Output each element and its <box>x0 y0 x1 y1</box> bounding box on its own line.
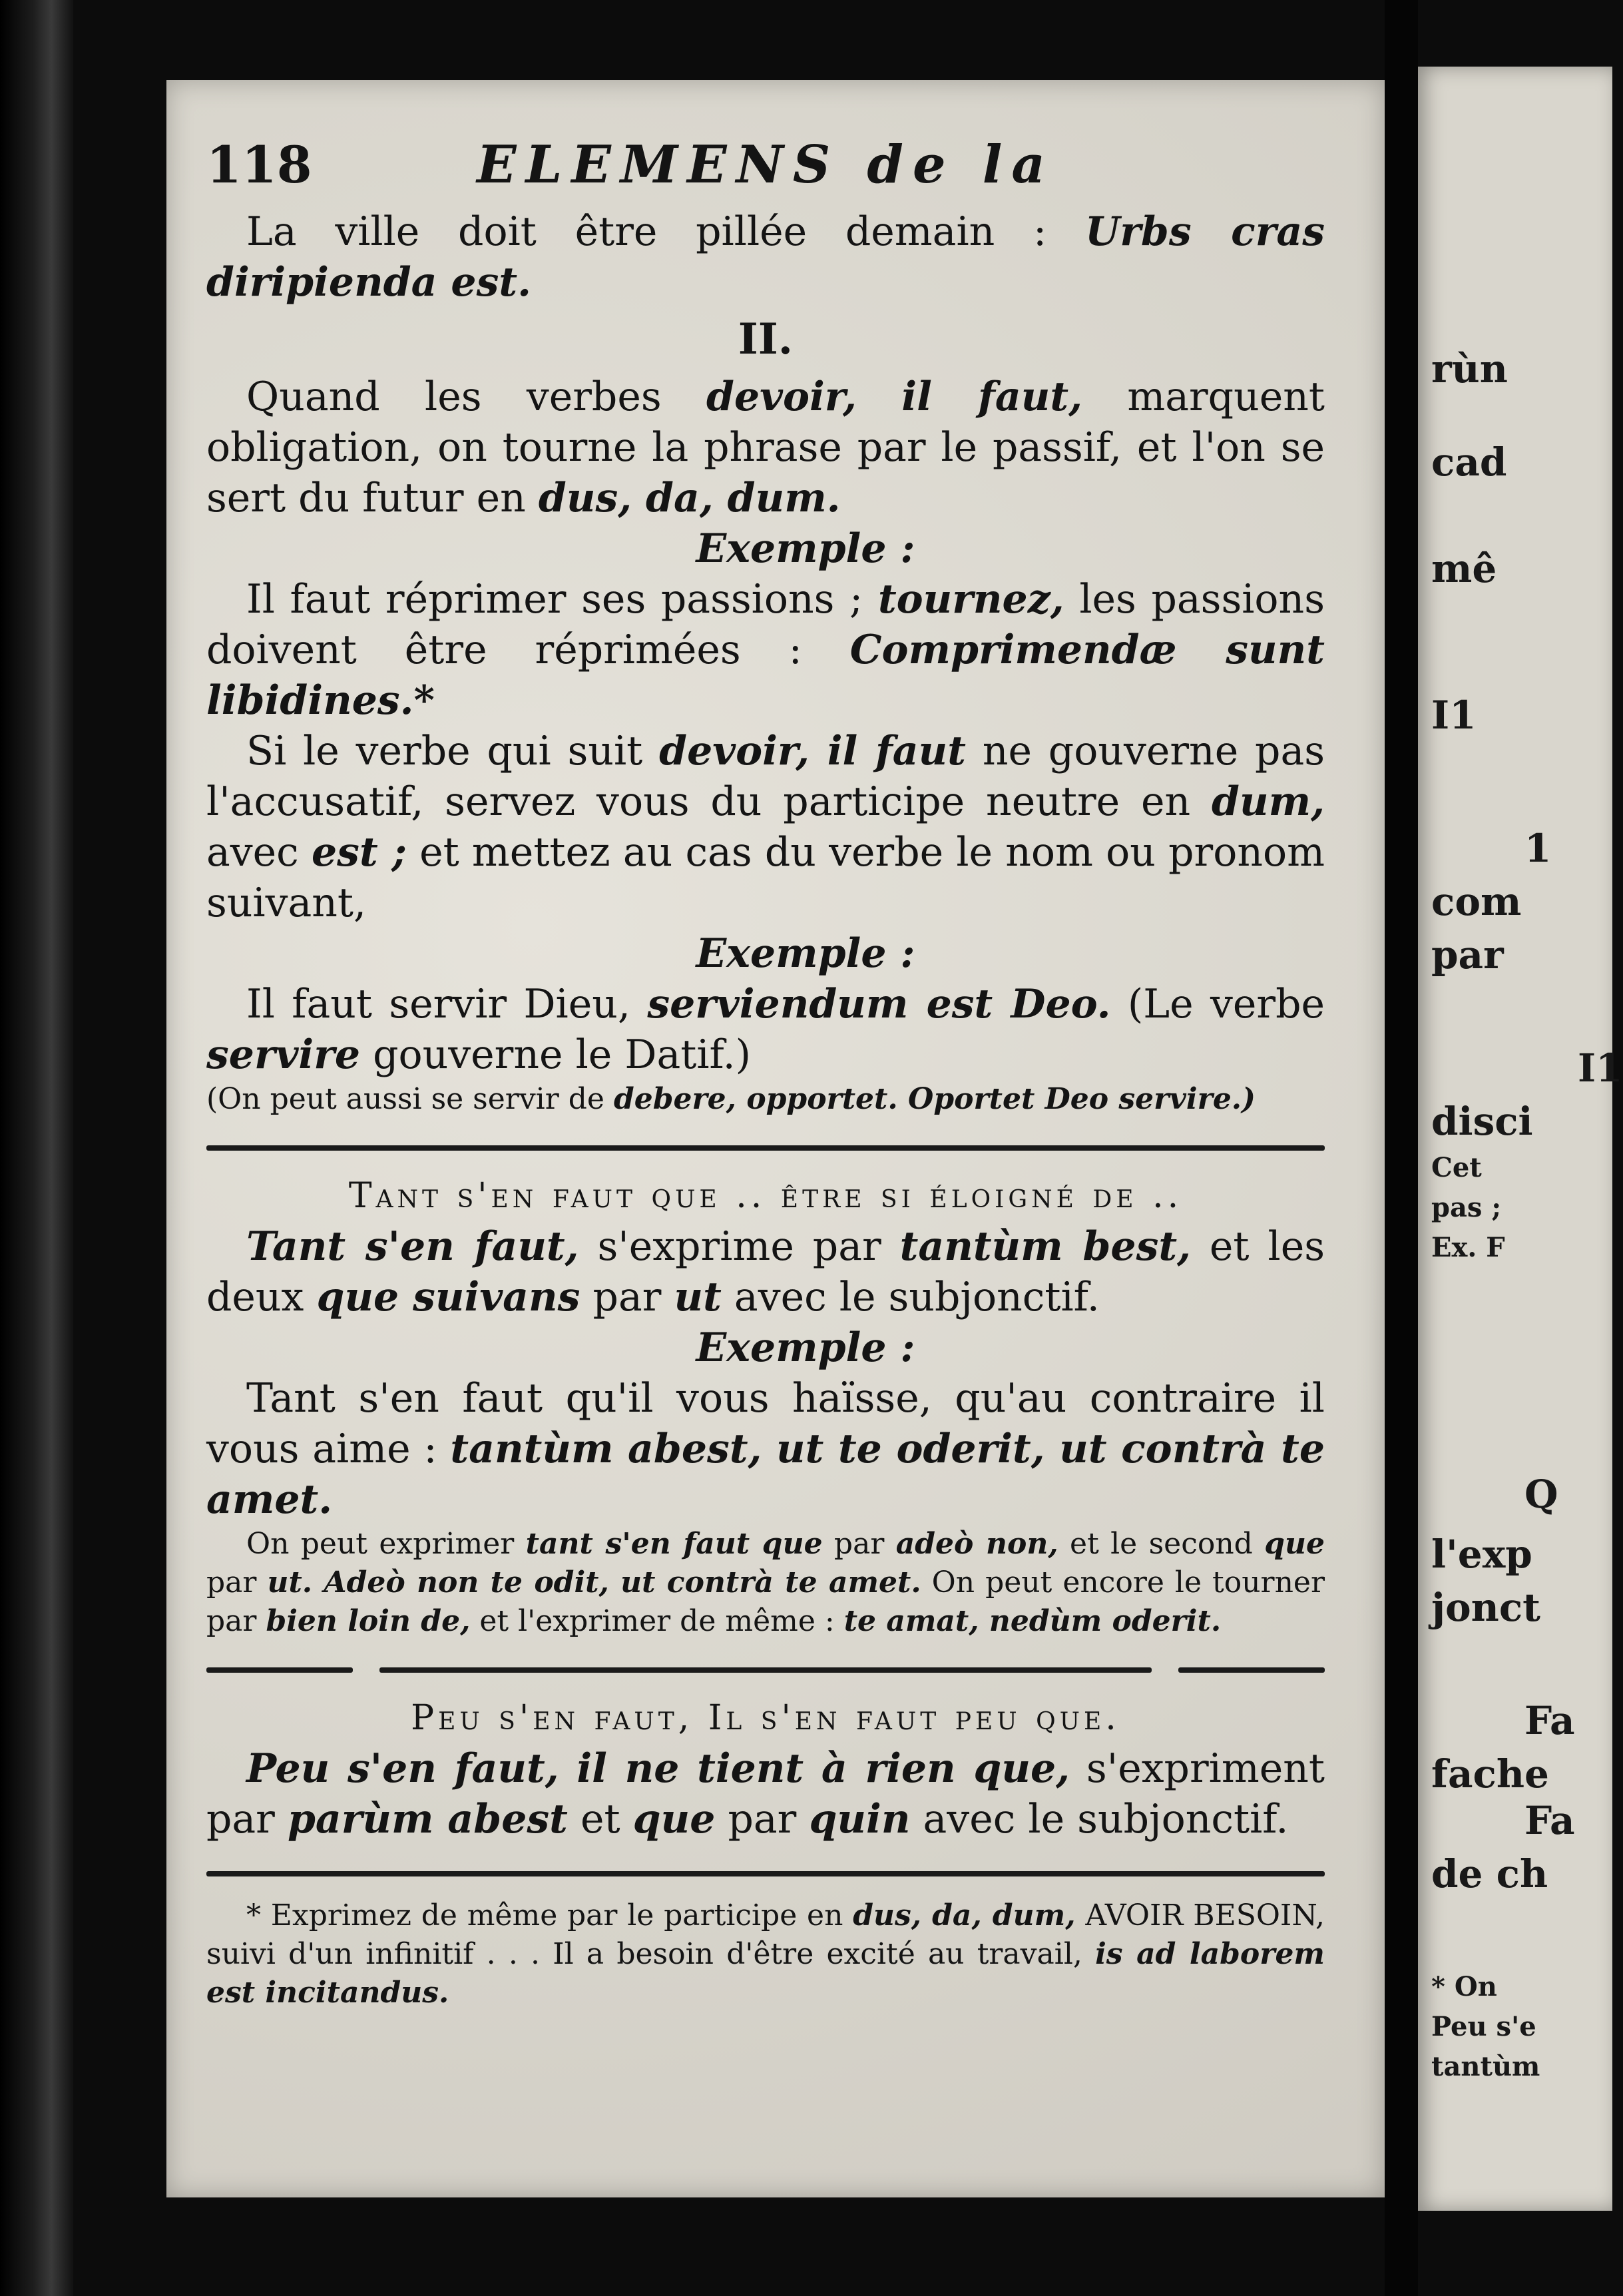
text: (On peut aussi se servir de <box>206 1082 604 1116</box>
text: marquent obligation, on tourne la phrase par le passif, et l'on se sert du futur en <box>206 374 1325 521</box>
text: On peut exprimer <box>246 1527 515 1561</box>
italic-text: devoir, il faut <box>659 728 966 774</box>
italic-text: adeò non, <box>895 1527 1058 1561</box>
exemple-label: Exemple : <box>696 525 915 572</box>
text: s'expriment par <box>206 1745 1325 1843</box>
paragraph-participle <box>206 726 1325 928</box>
facing-text: jonct <box>1431 1585 1540 1630</box>
text: Quand les verbes <box>246 374 662 420</box>
italic-text: tant s'en faut que <box>525 1527 823 1561</box>
facing-text: Peu s'e <box>1431 2011 1536 2042</box>
text: avec <box>206 829 299 876</box>
text: et l'exprimer de même : <box>479 1604 835 1638</box>
paragraph-tant <box>206 1221 1325 1322</box>
facing-text: de ch <box>1431 1851 1548 1896</box>
note-debere <box>206 1080 1325 1119</box>
italic-text: que <box>632 1796 716 1843</box>
text: AVOIR BESOIN, suivi d'un infinitif . . . Il a besoin d'être excité au travail, <box>206 1898 1325 1971</box>
paragraph-example-3 <box>206 1373 1325 1525</box>
text: par <box>728 1796 797 1843</box>
section-numeral: II. <box>738 314 794 364</box>
facing-page <box>1418 67 1623 2211</box>
text: Il faut servir Dieu, <box>246 981 630 1027</box>
section-heading-tant: Tant s'en faut que .. être si éloigné de .. <box>348 1176 1183 1216</box>
italic-text: Tant s'en faut, <box>246 1223 579 1270</box>
facing-text: par <box>1431 932 1504 978</box>
facing-text: pas ; <box>1431 1192 1502 1223</box>
book-spine <box>0 0 73 2296</box>
facing-text: * On <box>1431 1971 1497 2002</box>
facing-text: Cet <box>1431 1152 1482 1183</box>
text: * Exprimez de même par le participe en <box>246 1898 843 1932</box>
italic-text: Peu s'en faut, il ne tient à rien que, <box>246 1745 1070 1792</box>
latin-text: tantùm abest, ut te oderit, ut contrà te amet. <box>206 1426 1325 1523</box>
exemple-label: Exemple : <box>696 930 915 977</box>
italic-text: que suivans <box>316 1274 580 1320</box>
exemple-label: Exemple : <box>696 1324 915 1371</box>
latin-text: te amat, nedùm oderit. <box>843 1604 1222 1638</box>
paragraph-example-1 <box>206 574 1325 726</box>
text: gouverne le Datif.) <box>373 1031 752 1078</box>
italic-text: ut <box>674 1274 722 1320</box>
latin-text: debere, opportet. Oportet Deo servire.) <box>613 1082 1256 1116</box>
latin-text: Comprimendæ sunt libidines.* <box>206 627 1325 724</box>
book-gutter <box>1385 0 1418 2296</box>
facing-text: cad <box>1431 439 1507 485</box>
paragraph-example-2 <box>206 979 1325 1080</box>
latin-text: ut. Adeò non te odit, ut contrà te amet. <box>267 1566 921 1599</box>
text: et <box>580 1796 620 1843</box>
text: ne gouverne pas l'accusatif, servez vous du participe neutre en <box>206 728 1325 825</box>
footnote <box>206 1896 1325 2012</box>
facing-text: 1 <box>1524 826 1552 871</box>
facing-text: mê <box>1431 546 1497 591</box>
text: (Le verbe <box>1127 981 1325 1027</box>
facing-text: Fa <box>1524 1798 1575 1843</box>
facing-text: Q <box>1524 1472 1558 1517</box>
latin-text: is ad laborem est incitandus. <box>206 1937 1325 2010</box>
latin-text: serviendum est Deo. <box>647 981 1111 1027</box>
divider-rule <box>206 1667 353 1673</box>
italic-text: tantùm best, <box>899 1223 1191 1270</box>
facing-text: l'exp <box>1431 1532 1532 1577</box>
paragraph-rule <box>206 372 1325 523</box>
text: Tant s'en faut qu'il vous haïsse, qu'au contraire il vous aime : <box>206 1375 1325 1472</box>
divider-rule <box>206 1145 1325 1151</box>
text: Si le verbe qui suit <box>246 728 643 774</box>
book-page <box>166 80 1385 2197</box>
footnote-divider <box>206 1871 1325 1876</box>
paragraph-pillee <box>206 206 1325 308</box>
italic-text: parùm abest <box>287 1796 568 1843</box>
text: La ville doit être pillée demain : <box>246 208 1047 255</box>
page-number: 118 <box>206 135 312 194</box>
latin-text: Urbs cras diripienda est. <box>206 208 1325 306</box>
note-adeo <box>206 1525 1325 1641</box>
italic-text: que <box>1264 1527 1325 1561</box>
facing-text: I1 <box>1578 1045 1623 1091</box>
divider-rule <box>206 1871 1325 1876</box>
italic-text: dus, da, dum. <box>538 475 841 521</box>
facing-text: rùn <box>1431 346 1508 392</box>
italic-text: il faut, <box>901 374 1082 420</box>
text: les passions doivent être réprimées : <box>206 576 1325 673</box>
facing-text: I1 <box>1431 693 1477 738</box>
italic-text: dum, <box>1212 778 1325 825</box>
page-header <box>206 133 1325 206</box>
paragraph-peu <box>206 1743 1325 1845</box>
text: On peut encore le tourner par <box>206 1566 1325 1638</box>
italic-text: devoir, <box>706 374 857 420</box>
text: par <box>592 1274 662 1320</box>
text: par <box>833 1527 885 1561</box>
italic-text: tournez, <box>877 576 1064 623</box>
italic-text: est ; <box>312 829 407 876</box>
facing-text: disci <box>1431 1099 1533 1144</box>
text: s'exprime par <box>597 1223 881 1270</box>
page-content <box>206 133 1325 2012</box>
text: et le second <box>1070 1527 1253 1561</box>
running-head: ELEMENS de la <box>477 135 1054 195</box>
text: Il faut réprimer ses passions ; <box>246 576 863 623</box>
italic-text: servire <box>206 1031 361 1078</box>
facing-text: fache <box>1431 1751 1549 1797</box>
facing-text: tantùm <box>1431 2051 1540 2082</box>
italic-text: quin <box>809 1796 911 1843</box>
text: avec le subjonctif. <box>734 1274 1100 1320</box>
section-divider <box>206 1667 1325 1673</box>
text: avec le subjonctif. <box>923 1796 1289 1843</box>
facing-text: com <box>1431 879 1522 924</box>
divider-rule <box>1178 1667 1325 1673</box>
text: et mettez au cas du verbe le nom ou pronom suivant, <box>206 829 1325 926</box>
divider-rule <box>379 1667 1152 1673</box>
section-heading-peu: Peu s'en faut, Il s'en faut peu que. <box>411 1698 1120 1738</box>
text: par <box>206 1566 257 1599</box>
facing-text: Fa <box>1524 1698 1575 1743</box>
italic-text: dus, da, dum, <box>853 1898 1076 1932</box>
text: et les deux <box>206 1223 1325 1320</box>
section-divider <box>206 1145 1325 1151</box>
facing-text: Ex. F <box>1431 1232 1505 1263</box>
italic-text: bien loin de, <box>266 1604 471 1638</box>
